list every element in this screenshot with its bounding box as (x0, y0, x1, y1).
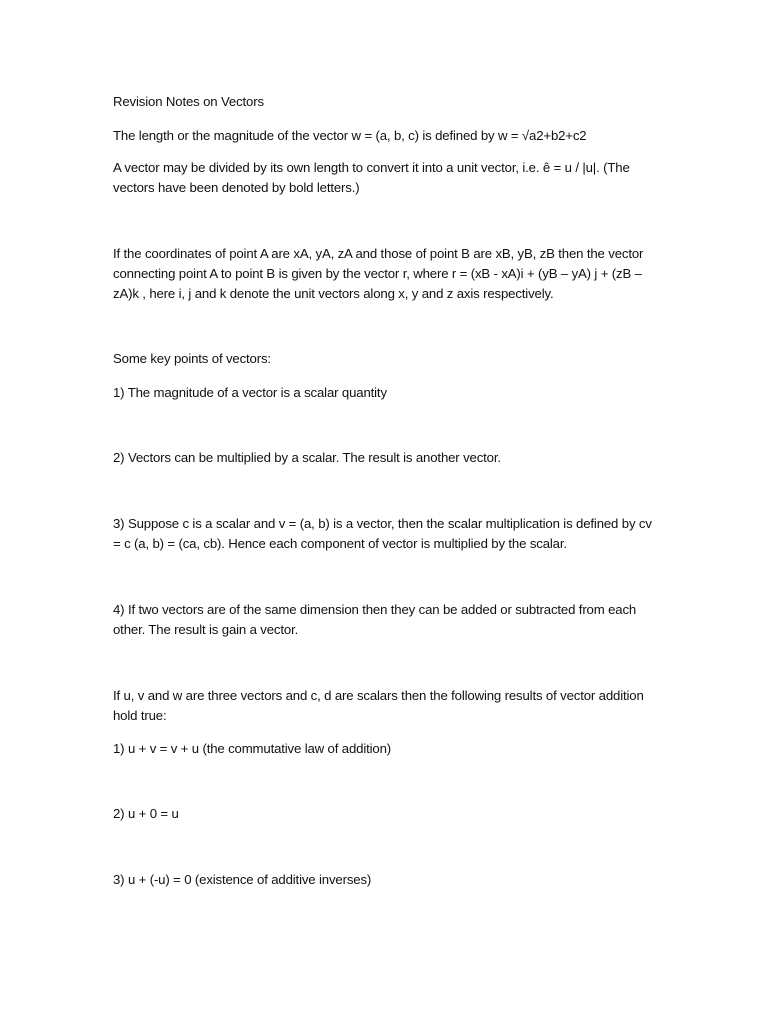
key-point-item: 4) If two vectors are of the same dimension then they can be added or subtracted from each other. The result is gain a vector. (113, 602, 637, 637)
addition-law-item: 1) u + v = v + u (the commutative law of addition) (113, 741, 392, 756)
unit-vector-paragraph: A vector may be divided by its own length to convert it into a unit vector, i.e. ê = u / |u|. (The vectors have been denoted by bold letters.) (113, 160, 630, 195)
addition-intro: If u, v and w are three vectors and c, d are scalars then the following results of vector addition hold true: (113, 688, 644, 723)
key-point-item: 1) The magnitude of a vector is a scalar quantity (113, 385, 387, 400)
addition-law-item: 3) u + (-u) = 0 (existence of additive inverses) (113, 872, 372, 887)
key-point-item: 2) Vectors can be multiplied by a scalar. The result is another vector. (113, 450, 501, 465)
document-title: Revision Notes on Vectors (113, 94, 264, 109)
addition-law-item: 2) u + 0 = u (113, 806, 179, 821)
key-points-heading: Some key points of vectors: (113, 351, 271, 366)
magnitude-definition: The length or the magnitude of the vector w = (a, b, c) is defined by w = √a2+b2+c2 (113, 128, 587, 143)
coordinates-paragraph: If the coordinates of point A are xA, yA, zA and those of point B are xB, yB, zB then the vector connecting point A to point B is given by the vector r, where r = (xB - xA)i + (yB – yA) j + (zB – zA)k , here i, j and k denote the unit vectors along x, y and z axis respectively. (113, 246, 644, 301)
key-point-item: 3) Suppose c is a scalar and v = (a, b) is a vector, then the scalar multiplication is defined by cv = c (a, b) = (ca, cb). Hence each component of vector is multiplied by the scalar. (113, 516, 652, 551)
